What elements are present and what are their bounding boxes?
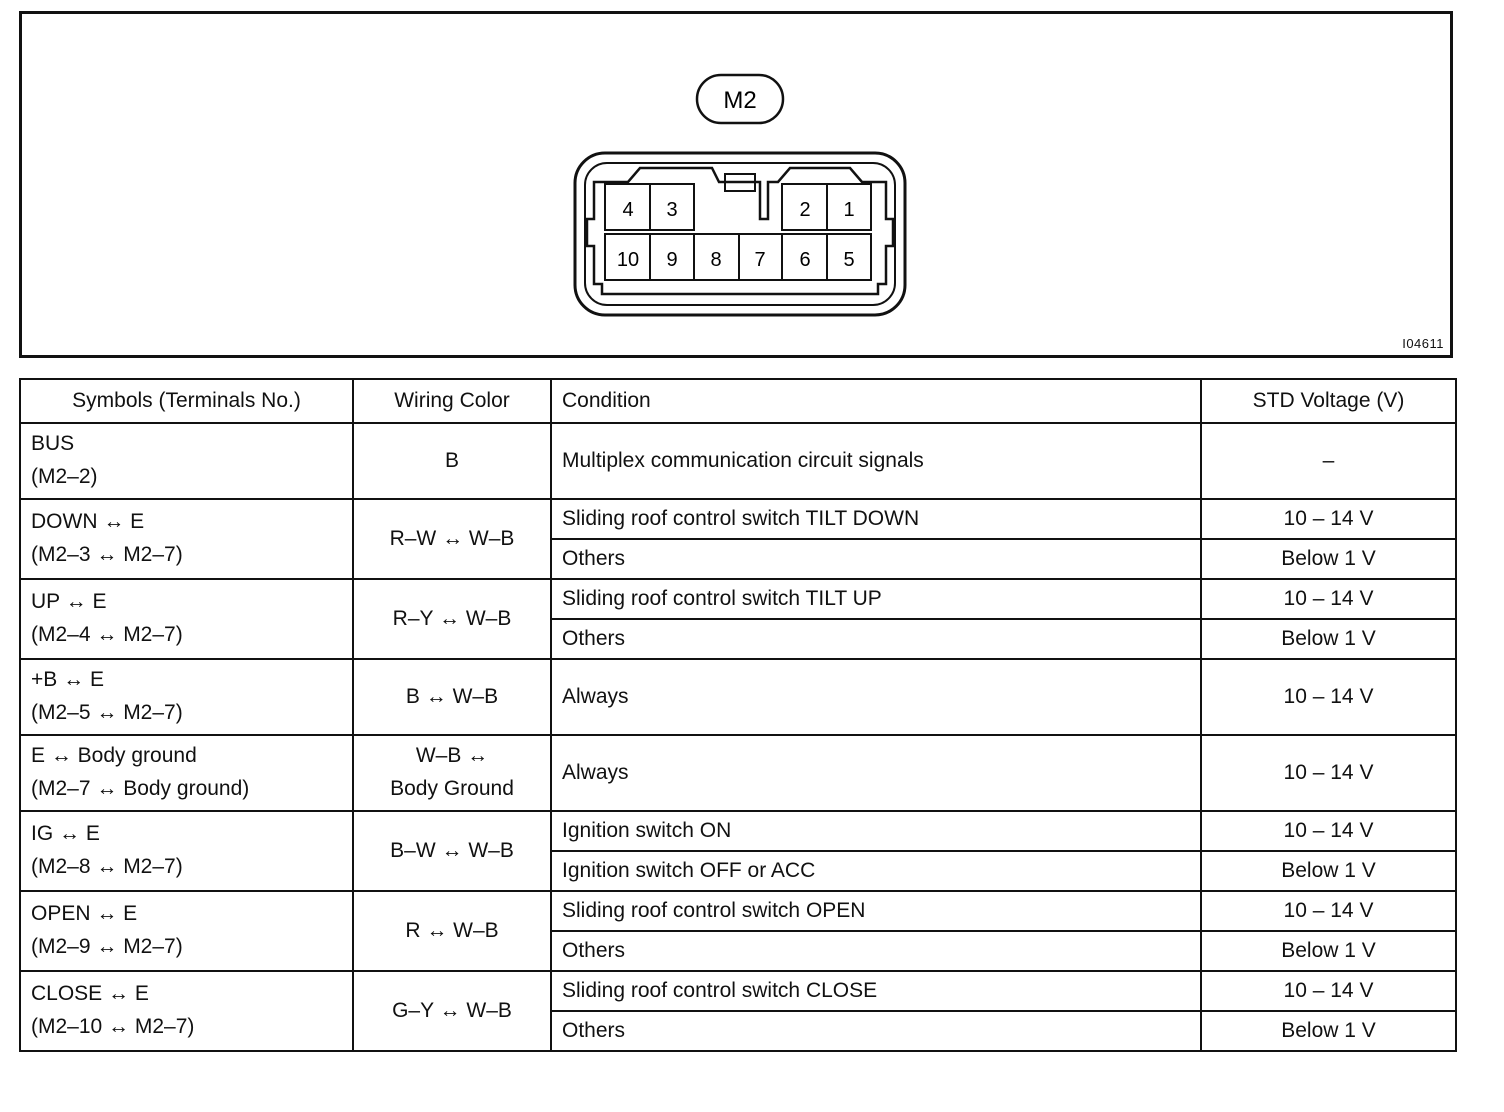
condition-cell: Sliding roof control switch TILT UP [551, 579, 1201, 619]
terminal-number: (M2–3 ↔ M2–7) [31, 543, 183, 566]
wiring-color-cell [353, 659, 551, 735]
wiring-color: G–Y ↔ W–B [392, 998, 512, 1022]
header-symbols: Symbols (Terminals No.) [20, 379, 353, 423]
symbol-name: IG ↔ E [31, 822, 100, 846]
terminal-1: 1 [843, 199, 855, 221]
symbol-cell [20, 579, 353, 659]
wiring-color: R–Y ↔ W–B [392, 606, 512, 630]
terminal-8: 8 [710, 249, 722, 271]
wiring-color: Body Ground [390, 777, 514, 800]
condition-cell: Others [551, 931, 1201, 971]
terminal-number: (M2–5 ↔ M2–7) [31, 701, 183, 724]
terminal-voltage-table [19, 378, 1457, 1052]
table-header-row [20, 379, 1456, 423]
symbol-cell [20, 659, 353, 735]
wiring-color: B–W ↔ W–B [390, 838, 514, 862]
terminal-7: 7 [754, 249, 766, 271]
std-voltage-cell: Below 1 V [1201, 931, 1456, 971]
terminal-4: 4 [622, 199, 634, 221]
connector-diagram-panel [19, 11, 1453, 358]
wiring-color-cell [353, 891, 551, 971]
condition-cell: Sliding roof control switch TILT DOWN [551, 499, 1201, 539]
std-voltage-cell: 10 – 14 V [1201, 891, 1456, 931]
symbol-cell [20, 423, 353, 499]
wiring-color: W–B ↔ [415, 744, 489, 768]
terminal-5: 5 [843, 249, 855, 271]
symbol-name: +B ↔ E [31, 668, 104, 692]
terminal-number: (M2–2) [31, 465, 98, 488]
terminal-2: 2 [799, 199, 811, 221]
symbol-name: E ↔ Body ground [31, 744, 197, 768]
header-wiring-color: Wiring Color [353, 379, 551, 423]
wiring-color-cell [353, 811, 551, 891]
symbol-cell [20, 499, 353, 579]
wiring-color-cell [353, 423, 551, 499]
std-voltage-cell: Below 1 V [1201, 619, 1456, 659]
terminal-number: (M2–8 ↔ M2–7) [31, 855, 183, 878]
symbol-name: OPEN ↔ E [31, 902, 138, 926]
terminal-9: 9 [666, 249, 678, 271]
connector-label: M2 [723, 87, 757, 114]
connector-diagram [22, 14, 1456, 361]
condition-cell: Others [551, 1011, 1201, 1051]
condition-cell: Others [551, 619, 1201, 659]
std-voltage-cell: Below 1 V [1201, 539, 1456, 579]
terminal-6: 6 [799, 249, 811, 271]
std-voltage-cell: 10 – 14 V [1201, 579, 1456, 619]
symbol-cell [20, 811, 353, 891]
bottom-row-terminals [605, 234, 871, 280]
condition-cell: Ignition switch OFF or ACC [551, 851, 1201, 891]
table-row [20, 735, 1456, 811]
std-voltage-cell: 10 – 14 V [1201, 971, 1456, 1011]
wiring-color: B [444, 448, 459, 472]
condition-cell: Sliding roof control switch OPEN [551, 891, 1201, 931]
condition-cell: Others [551, 539, 1201, 579]
wiring-color-cell [353, 579, 551, 659]
terminal-number: (M2–7 ↔ Body ground) [31, 777, 250, 800]
symbol-name: BUS [31, 432, 75, 456]
table-row [20, 971, 1456, 1011]
symbol-name: CLOSE ↔ E [31, 982, 149, 1006]
std-voltage-cell: Below 1 V [1201, 1011, 1456, 1051]
header-condition: Condition [551, 379, 1201, 423]
terminal-3: 3 [666, 199, 678, 221]
table-row [20, 659, 1456, 735]
table-row [20, 499, 1456, 539]
condition-cell: Always [551, 659, 1201, 735]
wiring-color-cell [353, 499, 551, 579]
std-voltage-cell: 10 – 14 V [1201, 499, 1456, 539]
terminal-number: (M2–4 ↔ M2–7) [31, 623, 183, 646]
symbol-name: UP ↔ E [31, 590, 107, 614]
symbol-cell [20, 971, 353, 1051]
symbol-name: DOWN ↔ E [31, 510, 145, 534]
table-row [20, 811, 1456, 851]
symbol-cell [20, 891, 353, 971]
terminal-number: (M2–9 ↔ M2–7) [31, 935, 183, 958]
condition-cell: Multiplex communication circuit signals [551, 423, 1201, 499]
std-voltage-cell: 10 – 14 V [1201, 659, 1456, 735]
figure-id: I04611 [1402, 336, 1444, 351]
terminal-10: 10 [616, 249, 640, 271]
std-voltage-cell: Below 1 V [1201, 851, 1456, 891]
wiring-color: R ↔ W–B [405, 918, 499, 942]
wiring-color: R–W ↔ W–B [389, 526, 515, 550]
symbol-cell [20, 735, 353, 811]
table-row [20, 423, 1456, 499]
wiring-color-cell [353, 735, 551, 811]
header-std-voltage: STD Voltage (V) [1201, 379, 1456, 423]
condition-cell: Sliding roof control switch CLOSE [551, 971, 1201, 1011]
std-voltage-cell: 10 – 14 V [1201, 811, 1456, 851]
table-row [20, 891, 1456, 931]
std-voltage-cell: – [1201, 423, 1456, 499]
wiring-color: B ↔ W–B [405, 684, 499, 708]
condition-cell: Always [551, 735, 1201, 811]
std-voltage-cell: 10 – 14 V [1201, 735, 1456, 811]
wiring-color-cell [353, 971, 551, 1051]
table-body [20, 423, 1456, 1051]
terminal-number: (M2–10 ↔ M2–7) [31, 1015, 195, 1038]
table-row [20, 579, 1456, 619]
condition-cell: Ignition switch ON [551, 811, 1201, 851]
